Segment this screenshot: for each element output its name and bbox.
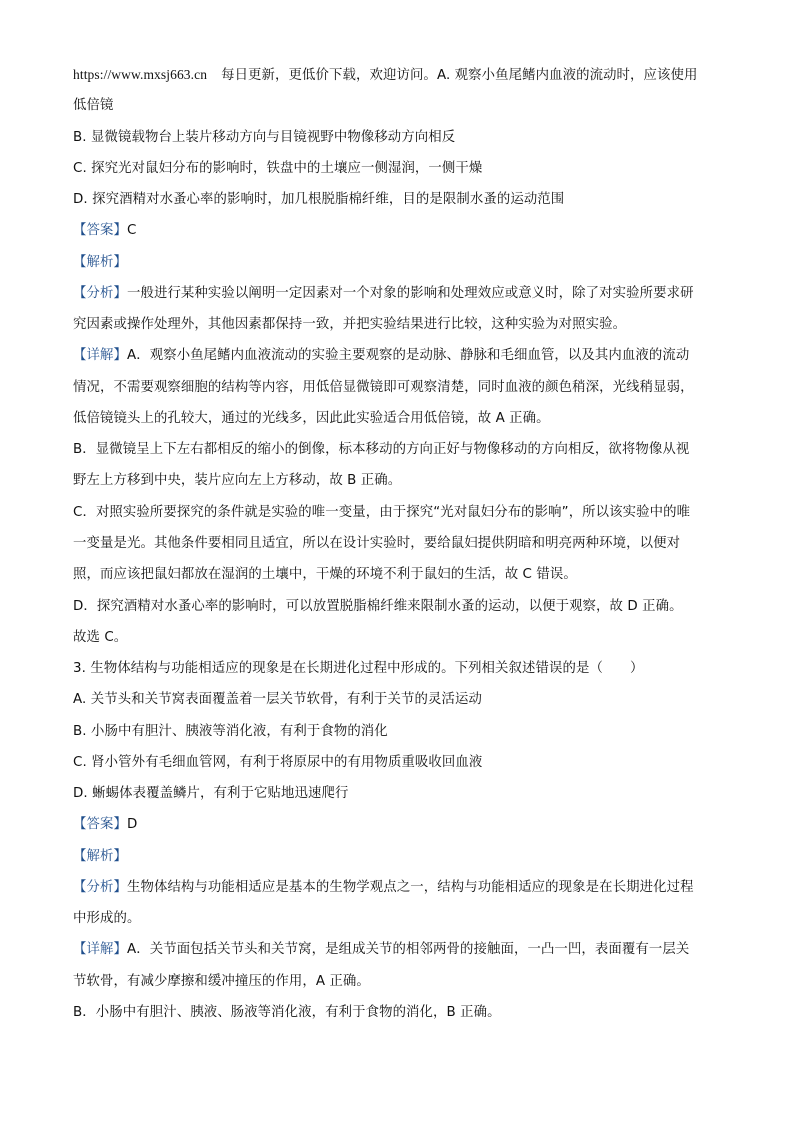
line-text: D (126, 817, 138, 833)
site-notice: 每日更新，更低价下载，欢迎访问。 (221, 68, 437, 83)
text-line (73, 122, 733, 153)
text-line (73, 153, 733, 184)
section-label: 【解析】 (73, 848, 127, 864)
section-label: 【答案】 (73, 817, 127, 833)
line-text: D. 蜥蜴体表覆盖鳞片，有利于它贴地迅速爬行 (73, 786, 349, 802)
text-line (73, 559, 733, 590)
text-line (73, 465, 733, 496)
line-text: C．对照实验所要探究的条件就是实验的唯一变量，由于探究“光对鼠妇分布的影响”，所以该实验中的唯 (73, 504, 691, 520)
text-line (73, 966, 733, 997)
text-line (73, 434, 733, 465)
text-line (73, 997, 733, 1028)
text-line (73, 747, 733, 778)
text-line (73, 90, 733, 121)
line-text: 照，而应该把鼠妇都放在湿润的土壤中，干燥的环境不利于鼠妇的生活，故 C 错误。 (73, 567, 577, 583)
line-text: 情况，不需要观察细胞的结构等内容，用低倍显微镜即可观察清楚，同时血液的颜色稍深，光线稍显弱， (73, 379, 694, 395)
line-text: 一变量是光。其他条件要相同且适宜，所以在设计实验时，要给鼠妇提供阴暗和明亮两种环境，以便对 (73, 535, 681, 551)
text-line (73, 372, 733, 403)
line-text: 中形成的。 (73, 911, 141, 927)
text-line (73, 247, 733, 278)
section-label: 【解析】 (73, 254, 127, 270)
line-text: 生物体结构与功能相适应是基本的生物学观点之一，结构与功能相适应的现象是在长期进化过程 (126, 879, 694, 895)
line-text: 节软骨，有减少摩擦和缓冲撞压的作用，A 正确。 (73, 973, 370, 989)
document-body (73, 59, 733, 1028)
site-url-link[interactable]: https://www.mxsj663.cn (73, 67, 208, 82)
section-label: 【分析】 (73, 285, 127, 301)
text-line (73, 309, 733, 340)
text-line (73, 778, 733, 809)
line-text: D. 探究酒精对水蚤心率的影响时，加几根脱脂棉纤维，目的是限制水蚤的运动范围 (73, 192, 565, 208)
text-line (73, 403, 733, 434)
line-text: C (126, 223, 137, 239)
section-label: 【分析】 (73, 879, 127, 895)
text-line (73, 809, 733, 840)
line-text: 一般进行某种实验以阐明一定因素对一个对象的影响和处理效应或意义时，除了对实验所要求研 (126, 285, 694, 301)
line-text: 野左上方移到中央，装片应向左上方移动，故 B 正确。 (73, 473, 402, 489)
line-text: B．小肠中有胆汁、胰液、肠液等消化液，有利于食物的消化，B 正确。 (73, 1004, 501, 1020)
section-label: 【答案】 (73, 223, 127, 239)
text-line (73, 591, 733, 622)
line-text: A．关节面包括关节头和关节窝，是组成关节的相邻两骨的接触面，一凸一凹，表面覆有一层关 (126, 942, 690, 958)
text-line (73, 872, 733, 903)
text-line (73, 684, 733, 715)
text-line (73, 59, 733, 90)
text-line (73, 528, 733, 559)
text-line (73, 340, 733, 371)
line-text: B. 显微镜载物台上装片移动方向与目镜视野中物像移动方向相反 (73, 129, 456, 145)
line-text: B．显微镜呈上下左右都相反的缩小的倒像，标本移动的方向正好与物像移动的方向相反，欲将物像从视 (73, 442, 690, 458)
text-line (73, 934, 733, 965)
section-label: 【详解】 (73, 348, 127, 364)
text-line (73, 653, 733, 684)
line-text: C. 肾小管外有毛细血管网，有利于将原尿中的有用物质重吸收回血液 (73, 754, 483, 770)
line-text: A. 观察小鱼尾鳍内血液的流动时，应该使用 (436, 68, 698, 83)
text-line (73, 215, 733, 246)
line-text: 低倍镜镜头上的孔较大，通过的光线多，因此此实验适合用低倍镜，故 A 正确。 (73, 410, 550, 426)
line-text: 3. 生物体结构与功能相适应的现象是在长期进化过程中形成的。下列相关叙述错误的是（ ） (73, 661, 644, 677)
text-line (73, 716, 733, 747)
section-label: 【详解】 (73, 942, 127, 958)
line-text: A．观察小鱼尾鳍内血液流动的实验主要观察的是动脉、静脉和毛细血管，以及其内血液的流动 (126, 348, 690, 364)
line-text: 究因素或操作处理外，其他因素都保持一致，并把实验结果进行比较，这种实验为对照实验。 (73, 317, 627, 333)
line-text: A. 关节头和关节窝表面覆盖着一层关节软骨，有利于关节的灵活运动 (73, 692, 482, 708)
text-line (73, 184, 733, 215)
text-line (73, 841, 733, 872)
line-text: 低倍镜 (73, 98, 114, 114)
text-line (73, 278, 733, 309)
text-line (73, 497, 733, 528)
line-text: B. 小肠中有胆汁、胰液等消化液，有利于食物的消化 (73, 723, 388, 739)
text-line (73, 622, 733, 653)
line-text: C. 探究光对鼠妇分布的影响时，铁盘中的土壤应一侧湿润，一侧干燥 (73, 160, 483, 176)
text-line (73, 903, 733, 934)
line-text: D．探究酒精对水蚤心率的影响时，可以放置脱脂棉纤维来限制水蚤的运动，以便于观察，故 D 正确。 (73, 598, 683, 614)
line-text: 故选 C。 (73, 629, 128, 645)
